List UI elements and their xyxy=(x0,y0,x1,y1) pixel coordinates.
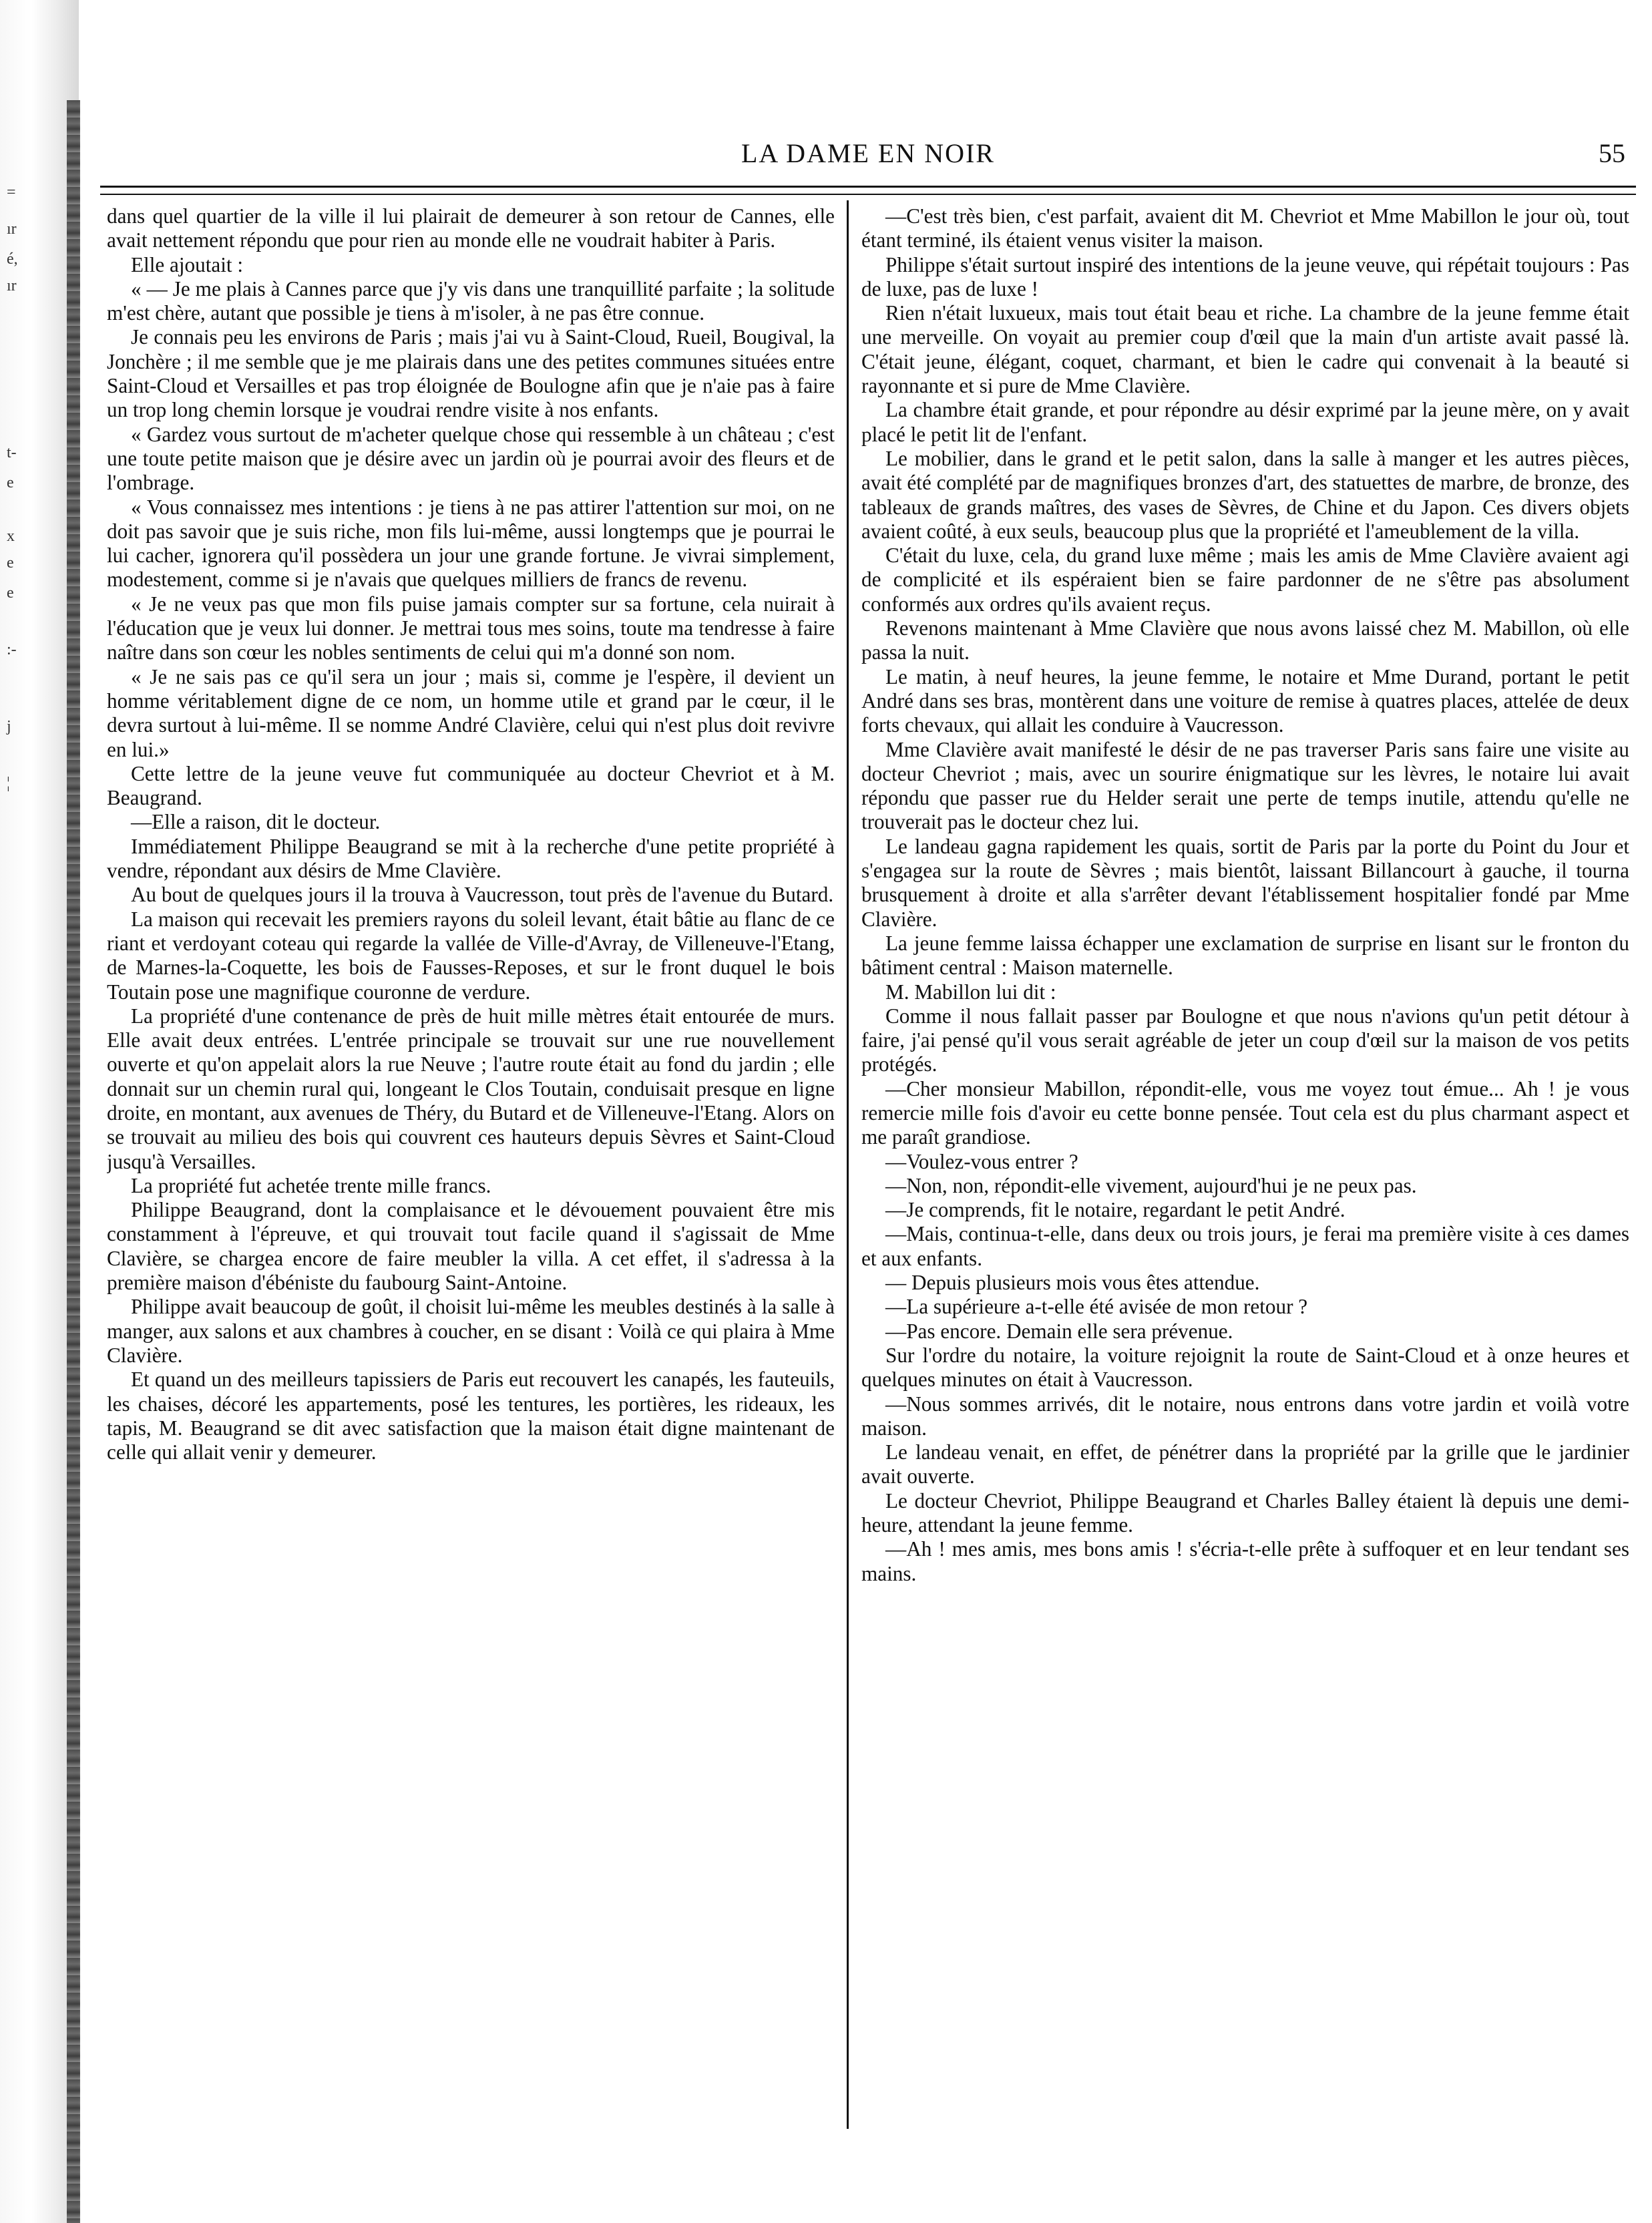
binding-gutter xyxy=(0,0,79,2223)
paragraph: — Depuis plusieurs mois vous êtes attendue. xyxy=(885,1271,1260,1295)
gutter-char: e xyxy=(7,554,14,572)
gutter-char: :- xyxy=(7,641,17,658)
paragraph: —C'est très bien, c'est parfait, avaient dit M. Chevriot et Mme Mabillon le jour où, tout étant terminé, ils étaient venus visiter la maison. xyxy=(861,204,1629,252)
paragraph: dans quel quartier de la ville il lui plairait de demeurer à son retour de Cannes, elle avait nettement répondu que pour rien au monde elle ne voudrait habiter à Paris. xyxy=(107,204,835,252)
paragraph: Le landeau venait, en effet, de pénétrer dans la propriété par la grille que le jardinier avait ouverte. xyxy=(861,1440,1629,1488)
gutter-char: e xyxy=(7,474,14,491)
paragraph: Mme Clavière avait manifesté le désir de ne pas traverser Paris sans faire une visite au docteur Chevriot ; mais, avec un sourire énigmatique sur les lèvres, le notaire lui avait répondu que passer rue du Helder serait une perte de temps inutile, attendu qu'elle ne trouverait pas le docteur chez lui. xyxy=(861,737,1629,834)
header-rule-bottom xyxy=(100,194,1636,195)
paragraph: Je connais peu les environs de Paris ; mais j'ai vu à Saint-Cloud, Rueil, Bougival, la Jonchère ; il me semble que je me plairais dans une des petites communes situées entre Saint-Cloud et Versailles et pas trop éloignée de Boulogne afin que je n'aie pas à faire un trop long chemin lorsque je voudrai rendre visite à nos enfants. xyxy=(107,325,835,422)
paragraph: Philippe s'était surtout inspiré des intentions de la jeune veuve, qui répétait toujours : Pas de luxe, pas de luxe ! xyxy=(861,252,1629,300)
paragraph: Comme il nous fallait passer par Boulogne et que nous n'avions qu'un petit détour à faire, j'ai pensé qu'il vous serait agréable de jeter un coup d'œil sur la maison de vos petits protégés. xyxy=(861,1004,1629,1076)
header-rule-top xyxy=(100,186,1636,188)
page-header xyxy=(100,134,1636,180)
gutter-char: j xyxy=(7,718,11,735)
running-title: LA DAME EN NOIR xyxy=(741,138,995,168)
paragraph: Le landeau gagna rapidement les quais, sortit de Paris par la porte du Point du Jour et s'engagea sur la route de Sèvres ; mais bientôt, laissant Billancourt à gauche, il tourna brusquement à droite et alla s'arrêter devant l'établissement hospitalier fondé par Mme Clavière. xyxy=(861,834,1629,931)
gutter-char: é, xyxy=(7,250,18,268)
paragraph: —Voulez-vous entrer ? xyxy=(885,1149,1078,1173)
paragraph: La maison qui recevait les premiers rayons du soleil levant, était bâtie au flanc de ce riant et verdoyant coteau qui regarde la vallée de Ville-d'Avray, de Villeneuve-l'Etang, de Marnes-la-Coquette, les bois de Fausses-Reposes, et sur le front duquel le bois Toutain pose une magnifique couronne de verdure. xyxy=(107,907,835,1004)
gutter-char: = xyxy=(7,184,16,201)
paragraph: Philippe avait beaucoup de goût, il choisit lui-même les meubles destinés à la salle à manger, aux salons et aux chambres à coucher, en se disant : Voilà ce qui plaira à Mme Clavière. xyxy=(107,1295,835,1367)
paragraph: « Gardez vous surtout de m'acheter quelque chose qui ressemble à un château ; c'est une toute petite maison que je désire avec un jardin où je pourrai avoir des fleurs et de l'ombrage. xyxy=(107,422,835,495)
gutter-char: ¦ xyxy=(7,775,10,792)
column-divider xyxy=(847,200,849,2129)
gutter-char: t- xyxy=(7,444,17,461)
paragraph: —Elle a raison, dit le docteur. xyxy=(131,810,381,834)
paragraph: « Je ne sais pas ce qu'il sera un jour ; mais si, comme je l'espère, il devient un homme véritablement digne de ce nom, un homme utile et grand par le cœur, il le devra surtout à lui-même. Il se nomme André Clavière, celui qui n'est plus doit revivre en lui.» xyxy=(107,664,835,761)
paragraph: Cette lettre de la jeune veuve fut communiquée au docteur Chevriot et à M. Beaugrand. xyxy=(107,761,835,810)
paragraph: —Pas encore. Demain elle sera prévenue. xyxy=(885,1319,1233,1343)
paragraph: Elle ajoutait : xyxy=(131,252,244,276)
paragraph: —Non, non, répondit-elle vivement, aujourd'hui je ne peux pas. xyxy=(885,1173,1417,1197)
right-column xyxy=(861,204,1629,2128)
paragraph: —Je comprends, fit le notaire, regardant le petit André. xyxy=(885,1198,1346,1222)
gutter-char: x xyxy=(7,528,15,545)
left-column xyxy=(107,204,835,2128)
gutter-char: ır xyxy=(7,220,17,238)
gutter-char: e xyxy=(7,584,14,602)
binding-shadow xyxy=(67,100,80,2223)
paragraph: Au bout de quelques jours il la trouva à Vaucresson, tout près de l'avenue du Butard. xyxy=(131,883,834,907)
paragraph: —Nous sommes arrivés, dit le notaire, nous entrons dans votre jardin et voilà votre maison. xyxy=(861,1392,1629,1440)
paragraph: Immédiatement Philippe Beaugrand se mit à la recherche d'une petite propriété à vendre, répondant aux désirs de Mme Clavière. xyxy=(107,834,835,883)
paragraph: —Cher monsieur Mabillon, répondit-elle, vous me voyez tout émue... Ah ! je vous remercie mille fois d'avoir eu cette bonne pensée. Tout cela est du plus charmant aspect et me paraît grandiose. xyxy=(861,1076,1629,1149)
paragraph: —Mais, continua-t-elle, dans deux ou trois jours, je ferai ma première visite à ces dames et aux enfants. xyxy=(861,1222,1629,1270)
page-number: 55 xyxy=(1599,138,1625,168)
gutter-char: ır xyxy=(7,277,17,294)
paragraph: Le matin, à neuf heures, la jeune femme, le notaire et Mme Durand, portant le petit André dans ses bras, montèrent dans une voiture de remise à quatres places, attelée de deux forts chevaux, qui allait les conduire à Vaucresson. xyxy=(861,664,1629,737)
paragraph: —La supérieure a-t-elle été avisée de mon retour ? xyxy=(885,1295,1308,1319)
paragraph: « Vous connaissez mes intentions : je tiens à ne pas attirer l'attention sur moi, on ne doit pas savoir que je suis riche, mon fils lui-même, aussi longtemps que je pourrai le lui cacher, ignorera qu'il possèdera un jour une grande fortune. Je vivrai simplement, modestement, comme si je n'avais que quelques milliers de francs de revenu. xyxy=(107,495,835,592)
paragraph: Sur l'ordre du notaire, la voiture rejoignit la route de Saint-Cloud et à onze heures et quelques minutes on était à Vaucresson. xyxy=(861,1343,1629,1392)
paragraph: M. Mabillon lui dit : xyxy=(885,980,1056,1004)
paragraph: —Ah ! mes amis, mes bons amis ! s'écria-t-elle prête à suffoquer et en leur tendant ses mains. xyxy=(861,1537,1629,1585)
paragraph: Le mobilier, dans le grand et le petit salon, dans la salle à manger et les autres pièces, avait été complété par de magnifiques bronzes d'art, des statuettes de marbre, de bronze, des tableaux de grands maîtres, des vases de Sèvres, de Chine et du Japon. Ces divers objets avaient coûté, à eux seuls, beaucoup plus que la propriété et l'ameublement de la villa. xyxy=(861,446,1629,543)
paragraph: Revenons maintenant à Mme Clavière que nous avons laissé chez M. Mabillon, où elle passa la nuit. xyxy=(861,616,1629,664)
paragraph: Le docteur Chevriot, Philippe Beaugrand et Charles Balley étaient là depuis une demi-heure, attendant la jeune femme. xyxy=(861,1488,1629,1537)
paragraph: La propriété fut achetée trente mille francs. xyxy=(131,1173,491,1197)
paragraph: La chambre était grande, et pour répondre au désir exprimé par la jeune mère, on y avait placé le petit lit de l'enfant. xyxy=(861,398,1629,446)
paragraph: « — Je me plais à Cannes parce que j'y vis dans une tranquillité parfaite ; la solitude m'est chère, autant que possible je tiens à m'isoler, à ne pas être connue. xyxy=(107,276,835,325)
paragraph: C'était du luxe, cela, du grand luxe même ; mais les amis de Mme Clavière avaient agi de complicité et ils espéraient bien se faire pardonner de ne s'être pas absolument conformés aux ordres qu'ils avaient reçus. xyxy=(861,544,1629,616)
paragraph: La jeune femme laissa échapper une exclamation de surprise en lisant sur le fronton du bâtiment central : Maison maternelle. xyxy=(861,931,1629,980)
paragraph: « Je ne veux pas que mon fils puise jamais compter sur sa fortune, cela nuirait à l'éducation que je veux lui donner. Je mettrai tous mes soins, toute ma tendresse à faire naître dans son cœur les nobles sentiments de celui qui m'a donné son nom. xyxy=(107,592,835,664)
paragraph: Et quand un des meilleurs tapissiers de Paris eut recouvert les canapés, les fauteuils, les chaises, décoré les appartements, posé les tentures, les portières, les rideaux, les tapis, M. Beaugrand se dit avec satisfaction que la maison était digne maintenant de celle qui allait venir y demeurer. xyxy=(107,1368,835,1464)
paragraph: Philippe Beaugrand, dont la complaisance et le dévouement pouvaient être mis constamment à l'épreuve, et qui trouvait tout facile quand il s'agissait de Mme Clavière, se chargea encore de faire meubler la villa. A cet effet, il s'adressa à la première maison d'ébéniste du faubourg Saint-Antoine. xyxy=(107,1198,835,1295)
paragraph: Rien n'était luxueux, mais tout était beau et riche. La chambre de la jeune femme était une merveille. On voyait au premier coup d'œil que la main d'un artiste avait passé là. C'était jeune, élégant, coquet, charmant, et bien le cadre qui convenait à la beauté si rayonnante et si pure de Mme Clavière. xyxy=(861,301,1629,398)
paragraph: La propriété d'une contenance de près de huit mille mètres était entourée de murs. Elle avait deux entrées. L'entrée principale se trouvait sur une rue nouvellement ouverte et qu'on appelait alors la rue Neuve ; l'autre route était au fond du jardin ; elle donnait sur un chemin rural qui, longeant le Clos Toutain, conduisait presque en ligne droite, en montant, aux avenues de Théry, du Butard et de Villeneuve-l'Etang. Alors on se trouvait au milieu des bois qui couvrent ces hauteurs depuis Sèvres et Saint-Cloud jusqu'à Versailles. xyxy=(107,1004,835,1173)
